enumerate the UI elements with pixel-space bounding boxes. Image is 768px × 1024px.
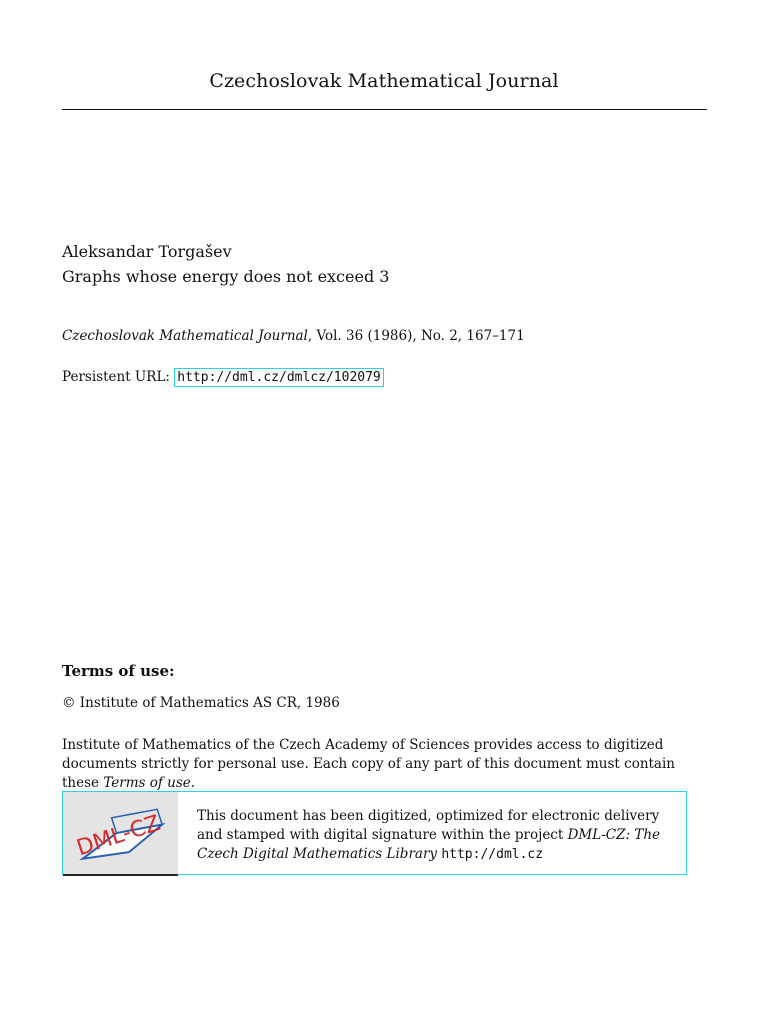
terms-text [62,736,712,793]
terms-heading: Terms of use: [62,662,175,680]
dml-project-name: DML-CZ: The Czech Digital Mathematics Library [197,827,661,862]
terms-text-end: . [190,775,196,791]
header-rule [62,109,707,110]
persistent-url-line [62,368,384,387]
persistent-url-link[interactable]: http://dml.cz/dmlcz/102079 [174,368,384,387]
dml-cz-logo-icon [63,792,178,872]
author-name: Aleksandar Torgašev [62,242,232,261]
citation-journal: Czechoslovak Mathematical Journal [62,328,308,344]
dml-notice-text [197,807,687,864]
dml-notice-text-1: This document has been digitized, optimized for electronic delivery and stamped with digital signature within the project [197,808,660,843]
terms-text-main: Institute of Mathematics of the Czech Academy of Sciences provides access to digitized documents strictly for personal use. Each copy of any part of this document must contain these [62,737,675,791]
citation-details: , Vol. 36 (1986), No. 2, 167–171 [307,328,525,344]
persistent-url-label: Persistent URL: [62,369,175,385]
copyright-notice: © Institute of Mathematics AS CR, 1986 [62,695,340,711]
article-title: Graphs whose energy does not exceed 3 [62,267,390,286]
dml-url[interactable]: http://dml.cz [441,847,544,862]
citation [62,328,525,344]
journal-title: Czechoslovak Mathematical Journal [209,70,559,92]
dml-cz-logo [63,792,178,876]
dml-notice-box [62,791,687,875]
terms-of-use-italic: Terms of use [103,775,191,791]
dml-cz-logo-text: DML-CZ [73,810,164,862]
